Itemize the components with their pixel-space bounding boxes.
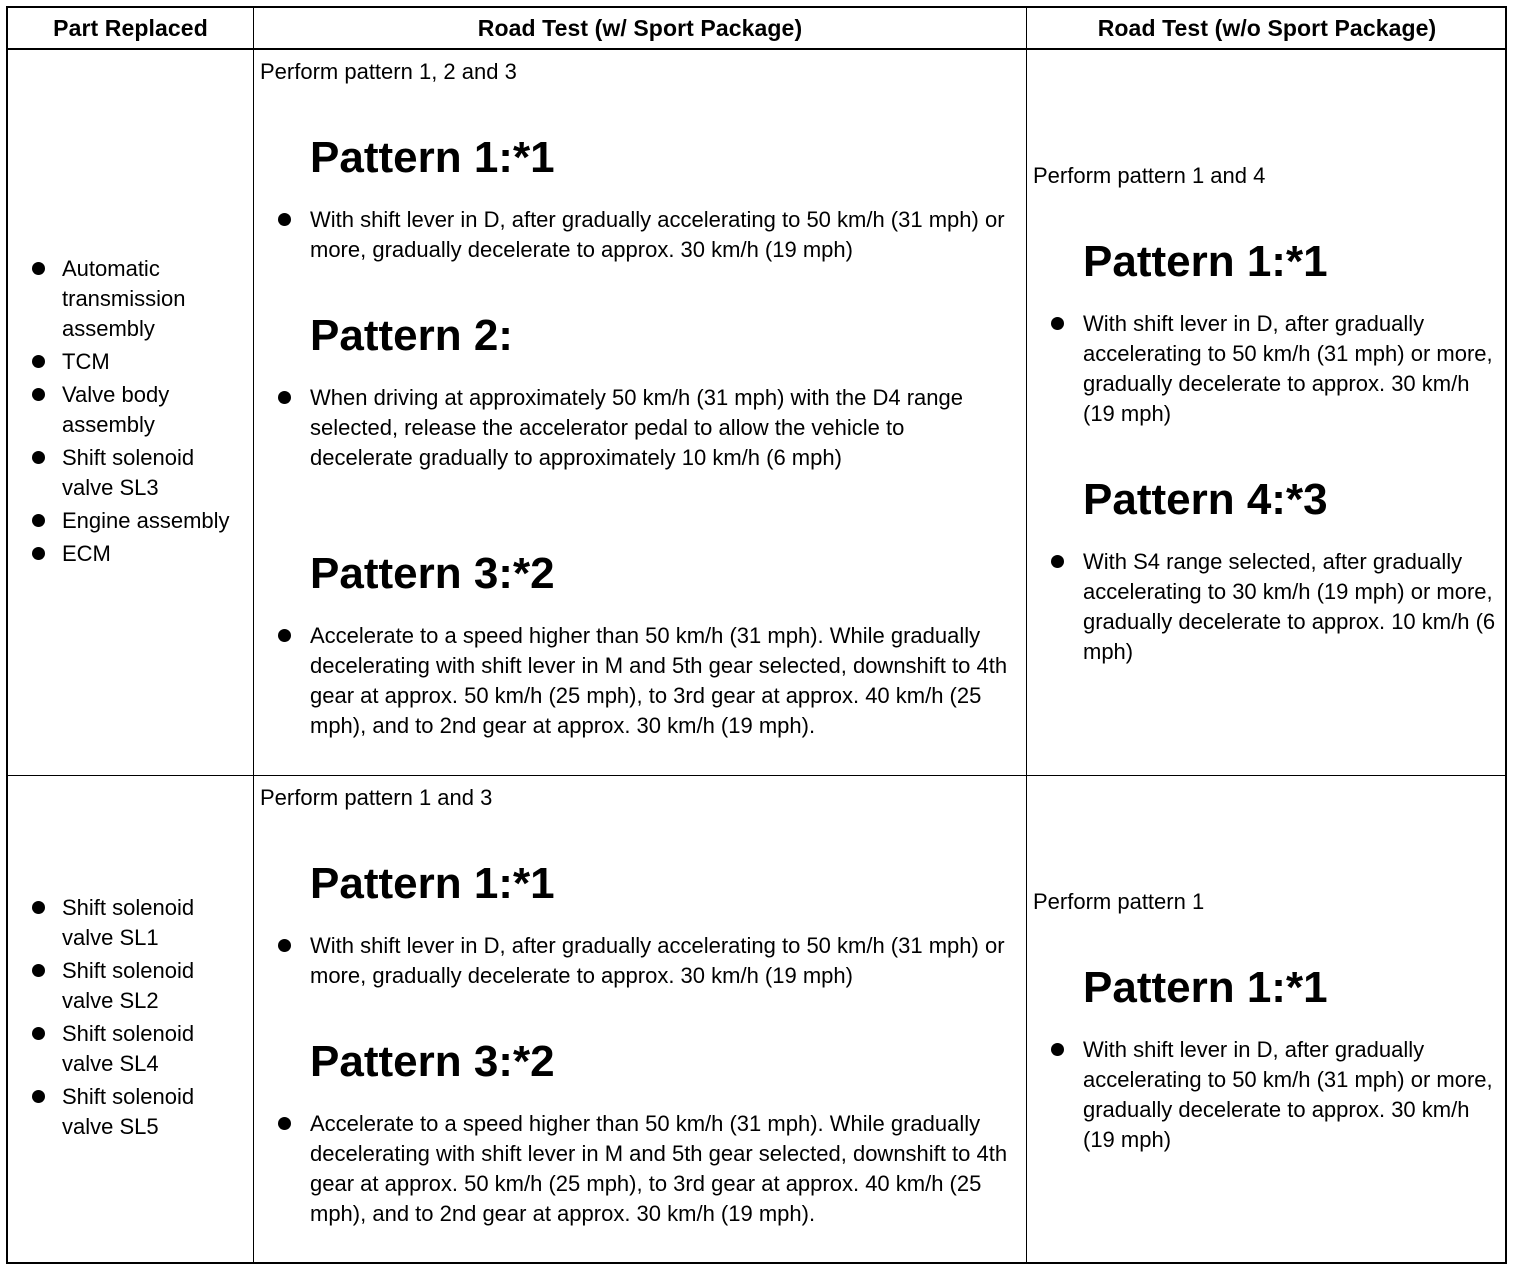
pattern-description — [1083, 1035, 1503, 1155]
pattern-text: Accelerate to a speed higher than 50 km/h (31 mph). While gradually decelerating with shift lever in M and 5th gear selected, downshift to 4th gear at approx. 50 km/h (25 mph), to 3rd gear at approx. 40 km/h (25 mph), and to 2nd gear at approx. 30 km/h (19 mph). — [310, 623, 1008, 738]
part-label: ECM — [62, 540, 111, 566]
part-item — [8, 1082, 243, 1142]
road-test-table — [6, 6, 1507, 1264]
row-2-with-sport-intro: Perform pattern 1 and 3 — [260, 785, 493, 810]
pattern-text: With shift lever in D, after gradually accelerating to 50 km/h (31 mph) or more, gradually decelerate to approx. 30 km/h (19 mph) — [310, 933, 1005, 988]
pattern-text: Accelerate to a speed higher than 50 km/h (31 mph). While gradually decelerating with shift lever in M and 5th gear selected, downshift to 4th gear at approx. 50 km/h (25 mph), to 3rd gear at approx. 40 km/h (25 mph), and to 2nd gear at approx. 30 km/h (19 mph). — [310, 1111, 1008, 1226]
part-item — [8, 893, 243, 953]
pattern-title: Pattern 3:*2 — [310, 549, 555, 598]
part-label: Automatic transmission assembly — [62, 255, 186, 341]
part-label: TCM — [62, 348, 110, 374]
part-label: Shift solenoid valve SL3 — [62, 444, 195, 500]
part-item — [8, 539, 243, 569]
row-1-parts-cell — [8, 50, 253, 775]
pattern-description — [310, 383, 1000, 473]
bullet-icon — [1051, 555, 1064, 568]
pattern-text: With shift lever in D, after gradually accelerating to 50 km/h (31 mph) or more, gradually decelerate to approx. 30 km/h (19 mph) — [1083, 311, 1493, 426]
part-item — [8, 443, 243, 503]
row-1-without-sport-intro: Perform pattern 1 and 4 — [1033, 163, 1266, 188]
part-item — [8, 1019, 243, 1079]
part-item — [8, 347, 243, 377]
part-item — [8, 380, 243, 440]
pattern-title: Pattern 1:*1 — [310, 133, 555, 182]
bullet-icon — [32, 262, 45, 275]
bullet-icon — [32, 1090, 45, 1103]
column-divider — [1026, 8, 1027, 1262]
bullet-icon — [32, 1027, 45, 1040]
bullet-icon — [278, 213, 291, 226]
part-label: Shift solenoid valve SL4 — [62, 1021, 195, 1076]
pattern-text: With shift lever in D, after gradually accelerating to 50 km/h (31 mph) or more, gradually decelerate to approx. 30 km/h (19 mph) — [310, 207, 1005, 262]
pattern-title: Pattern 1:*1 — [1083, 963, 1328, 1012]
pattern-text: With shift lever in D, after gradually accelerating to 50 km/h (31 mph) or more, gradually decelerate to approx. 30 km/h (19 mph) — [1083, 1037, 1493, 1152]
part-label: Shift solenoid valve SL1 — [62, 895, 195, 950]
pattern-description — [310, 621, 1015, 741]
bullet-icon — [32, 514, 45, 527]
pattern-description — [1083, 309, 1503, 429]
bullet-icon — [32, 547, 45, 560]
bullet-icon — [32, 388, 45, 401]
pattern-text: With S4 range selected, after gradually accelerating to 30 km/h (19 mph) or more, gradually decelerate to approx. 10 km/h (6 mph) — [1083, 549, 1496, 664]
bullet-icon — [32, 901, 45, 914]
bullet-icon — [278, 939, 291, 952]
bullet-icon — [278, 629, 291, 642]
bullet-icon — [32, 964, 45, 977]
bullet-icon — [1051, 317, 1064, 330]
bullet-icon — [278, 1117, 291, 1130]
pattern-description — [310, 1109, 1015, 1229]
part-item — [8, 254, 243, 344]
bullet-icon — [278, 391, 291, 404]
header-road-test-with-sport: Road Test (w/ Sport Package) — [477, 15, 803, 41]
column-divider — [253, 8, 254, 1262]
bullet-icon — [1051, 1043, 1064, 1056]
bullet-icon — [32, 451, 45, 464]
bullet-icon — [32, 355, 45, 368]
pattern-text: When driving at approximately 50 km/h (31 mph) with the D4 range selected, release the accelerator pedal to allow the vehicle to decelerate gradually to approximately 10 km/h (6 mph) — [310, 385, 963, 470]
pattern-title: Pattern 2: — [310, 311, 513, 360]
part-item — [8, 956, 243, 1016]
pattern-title: Pattern 4:*3 — [1083, 475, 1328, 524]
row-1-with-sport-intro: Perform pattern 1, 2 and 3 — [260, 59, 517, 84]
pattern-description — [1083, 547, 1505, 667]
row-2-parts-cell — [8, 776, 253, 1262]
header-road-test-without-sport: Road Test (w/o Sport Package) — [1097, 15, 1437, 41]
part-item — [8, 506, 243, 536]
header-part-replaced: Part Replaced — [53, 15, 208, 41]
part-label: Engine assembly — [62, 507, 230, 533]
part-label: Valve body assembly — [62, 381, 170, 437]
pattern-title: Pattern 1:*1 — [310, 859, 555, 908]
pattern-description — [310, 931, 1026, 991]
parts-list — [8, 254, 243, 572]
pattern-title: Pattern 3:*2 — [310, 1037, 555, 1086]
parts-list — [8, 893, 243, 1145]
part-label: Shift solenoid valve SL2 — [62, 958, 195, 1013]
pattern-description — [310, 205, 1026, 265]
part-label: Shift solenoid valve SL5 — [62, 1084, 195, 1139]
row-2-without-sport-intro: Perform pattern 1 — [1033, 889, 1205, 914]
pattern-title: Pattern 1:*1 — [1083, 237, 1328, 286]
